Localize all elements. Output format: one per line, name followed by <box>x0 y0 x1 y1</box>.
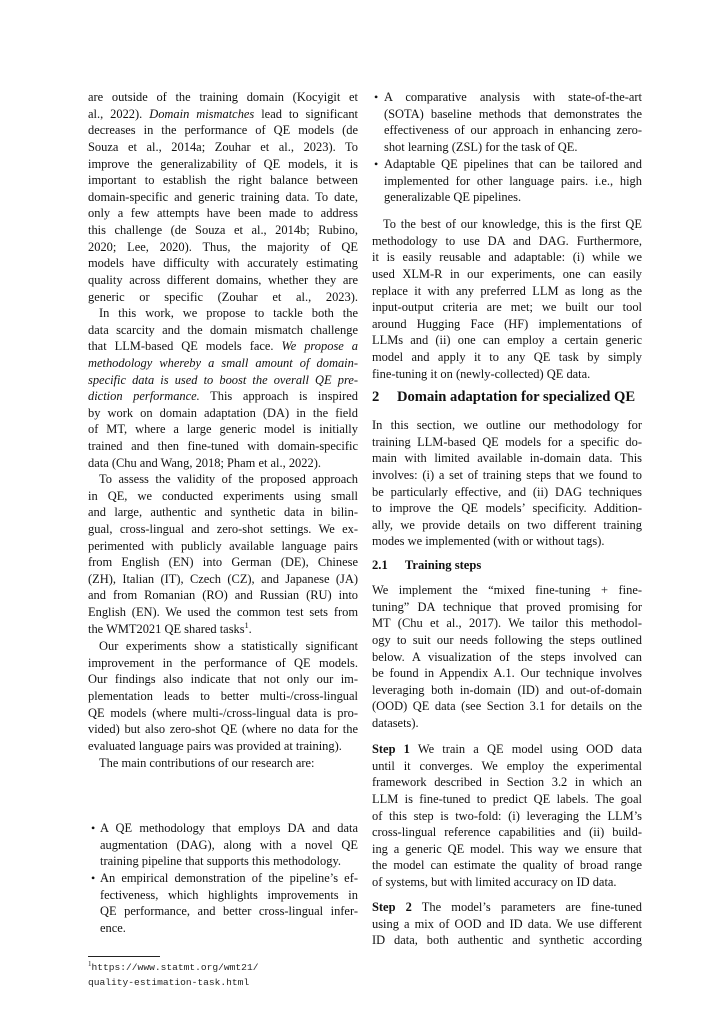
text-line: augmentation (DAG), along with a novel QE <box>100 837 358 852</box>
text-line: implemented for other language pairs. i.e., high <box>384 173 642 188</box>
text-line: evaluated language pairs was provided at training). <box>88 738 342 753</box>
paragraph-step-1 <box>372 741 642 891</box>
text-line: ally, we provide details on two different training <box>372 517 642 532</box>
text-line: main with limited available in-domain data. This <box>372 451 642 466</box>
text-line: tuning” DA technique that proved promising for <box>372 599 642 614</box>
text-line: to improve the QE models’ specificity. Addition- <box>372 501 642 516</box>
text-line: around Hugging Face (HF) implementations of <box>372 316 642 331</box>
text-line: cross-lingual reference capabilities and (ii) build- <box>372 825 642 840</box>
paragraph-this-work <box>88 305 358 471</box>
text-line: data scarcity and the domain mismatch challenge <box>88 322 358 337</box>
text-line: of this step is two-fold: (i) leveraging the LLM’s <box>372 808 642 823</box>
text-line: are outside of the training domain (Kocyigit et <box>88 90 358 104</box>
text-line: this challenge (de Souza et al., 2014b; Rubino, <box>88 223 358 238</box>
text-run: . <box>248 621 252 636</box>
section-title: Domain adaptation for specialized QE <box>396 389 636 405</box>
text-line: modes we implemented (with or without tags). <box>372 534 605 549</box>
text-line: We implement the “mixed fine-tuning + fine- <box>372 583 642 597</box>
subsection-heading-2-1 <box>372 558 481 573</box>
text-line: in QE, we conducted experiments using small <box>88 488 358 503</box>
paragraph-section-intro <box>372 417 642 550</box>
text-line <box>372 741 642 758</box>
text-line: until it converges. We employ the experimental <box>372 758 642 773</box>
bullet-marker: • <box>91 821 96 835</box>
text-line: and from Romanian (RO) and Russian (RU) into <box>88 588 358 603</box>
text-run: the WMT2021 QE shared tasks <box>88 621 245 636</box>
footnote-ref[interactable]: 1 <box>244 620 249 630</box>
paragraph-experiments <box>88 638 358 754</box>
text-line: ence. <box>100 920 126 935</box>
paragraph-implement <box>372 582 642 732</box>
text-line: ID data, both authentic and synthetic according <box>372 933 642 948</box>
text-line: An empirical demonstration of the pipeline’s ef- <box>100 871 358 885</box>
text-line: The main contributions of our research are: <box>99 756 315 770</box>
text-run: This approach is inspired <box>199 389 358 404</box>
text-line: important to establish the right balance between <box>88 173 358 188</box>
text-line: fectiveness, which highlights improvements in <box>100 887 358 902</box>
subsection-title: Training steps <box>404 558 482 572</box>
text-line: leveraging both in-domain (ID) and out-of-domain <box>372 682 642 697</box>
text-line: English (EN). We used the common test sets from <box>88 605 358 620</box>
text-line: of systems, but with limited accuracy on ID data. <box>372 875 617 890</box>
text-line: be particularly effective, and (ii) DAG techniques <box>372 484 642 499</box>
text-line: 2020; Lee, 2020). Thus, the majority of QE <box>88 239 358 254</box>
text-line: improve the generalizability of QE models, it is <box>88 156 358 171</box>
text-line: plementation leads to better multi-/cross-lingual <box>88 688 358 703</box>
text-line: ogy to suit our needs following the steps outlined <box>372 632 642 647</box>
text-line: by work on domain adaptation (DA) in the field <box>88 405 358 420</box>
text-line: QE performance, and better cross-lingual infer- <box>100 904 358 919</box>
text-line: methodology to use DA and DAG. Furthermore, <box>372 233 642 248</box>
text-run: that LLM-based QE models face. <box>88 339 282 354</box>
text-line: of MT, where a large generic model is initially <box>88 422 358 437</box>
text-line: generalizable QE pipelines. <box>384 190 522 205</box>
text-line: framework described in Section 3.2 in which an <box>372 775 642 790</box>
text-line: quality across different domains, whether they are <box>88 273 358 288</box>
section-heading-2 <box>372 389 635 406</box>
footnote-line: https://www.statmt.org/wmt21/ <box>91 962 259 973</box>
text-line: below. A visualization of the steps involved can <box>372 649 642 664</box>
text-line: To assess the validity of the proposed approach <box>99 472 358 486</box>
text-line: In this work, we propose to tackle both the <box>99 306 358 320</box>
text-line: LLMs and (ii) one can employ a certain generic <box>372 333 642 348</box>
text-line <box>372 899 642 916</box>
text-line: Our experiments show a statistically significant <box>99 639 358 653</box>
text-line: LLM is fine-tuned to predict QE labels. The goal <box>372 791 642 806</box>
text-line: (SOTA) baseline methods that demonstrates the <box>384 106 642 121</box>
text-line: the model can estimate the quality of broad range <box>372 858 642 873</box>
text-line: QE models (where multi-/cross-lingual data is pro- <box>88 705 358 720</box>
footnote-mark: 1 <box>88 960 92 968</box>
bullet-item <box>384 156 642 206</box>
text-line: trained and then fine-tuned with domain-specific <box>88 439 358 454</box>
footnote-divider <box>88 956 160 957</box>
text-line: training pipeline that supports this methodology. <box>100 854 342 869</box>
bullet-marker: • <box>91 871 96 885</box>
text-line <box>88 621 358 638</box>
text-line: domain-specific and generic training data. To date, <box>88 189 358 204</box>
text-run: specific data is used to boost the overall QE pre- <box>88 372 358 387</box>
text-line: improvement in the performance of QE models. <box>88 655 358 670</box>
text-line: and large, authentic and synthetic data in bilin- <box>88 505 358 520</box>
text-line: A comparative analysis with state-of-the-art <box>384 90 642 104</box>
text-run: methodology whereby a small amount of domain- <box>88 355 358 370</box>
paragraph-intro <box>88 89 358 305</box>
text-run: We train a QE model using OOD data <box>409 742 642 756</box>
paragraph-best-knowledge <box>372 216 642 382</box>
text-line: model and apply it to any QE task by simply <box>372 350 642 365</box>
text-line <box>88 338 358 355</box>
bullet-marker: • <box>374 157 379 171</box>
text-run: lead to significant <box>254 106 359 121</box>
text-run: al., 2022). <box>88 106 150 121</box>
text-line: MT (Chu et al., 2017). We tailor this methodol- <box>372 616 642 631</box>
text-line: Our findings also indicate that not only our im- <box>88 672 358 687</box>
text-run: The model’s parameters are fine-tuned <box>411 900 642 914</box>
text-line: datasets). <box>372 716 419 731</box>
subsection-number: 2.1 <box>372 558 388 572</box>
text-run: diction performance. <box>88 389 200 404</box>
bullet-item <box>100 820 358 870</box>
run-in-heading: Step 2 <box>372 900 412 914</box>
text-line: it is easily reusable and adaptable: (i) while we <box>372 250 642 265</box>
text-line: To the best of our knowledge, this is the first QE <box>383 217 642 231</box>
footnote-line: quality-estimation-task.html <box>88 977 250 988</box>
text-line: generic or specific (Zouhar et al., 2023). <box>88 289 358 304</box>
text-line: using a mix of OOD and ID data. We use different <box>372 916 642 931</box>
text-run: We propose a <box>281 339 358 354</box>
text-line: Souza et al., 2014a; Zouhar et al., 2023). To <box>88 139 358 154</box>
run-in-heading: Step 1 <box>372 742 410 756</box>
bullet-marker: • <box>374 90 379 104</box>
text-line: perimented with publicly available language pairs <box>88 538 358 553</box>
text-line: data (Chu and Wang, 2018; Pham et al., 2022). <box>88 455 321 470</box>
bullet-item <box>100 870 358 937</box>
text-line: only a few attempts have been made to address <box>88 206 358 221</box>
footnote-url-cont[interactable] <box>88 975 249 990</box>
text-line: vided) but also zero-shot QE (where no data for the <box>88 722 358 737</box>
text-line: Adaptable QE pipelines that can be tailored and <box>384 157 642 171</box>
text-line: models have difficulty with accurately estimating <box>88 256 358 271</box>
text-line: used XLM-R in our experiments, one can easily <box>372 266 642 281</box>
text-line: gual, cross-lingual and zero-shot settings. We ex- <box>88 521 358 536</box>
paragraph-step-2 <box>372 899 642 949</box>
text-run: Domain mismatches <box>149 106 255 121</box>
text-line: (OOD) QE data (see Section 3.1 for details on the <box>372 699 642 714</box>
text-line: decreases in the performance of QE models (de <box>88 123 358 138</box>
paragraph-assess <box>88 471 358 637</box>
text-line <box>88 372 358 389</box>
text-line <box>88 388 358 405</box>
text-line: (ZH), Italian (IT), Czech (CZ), and Japanese (JA) <box>88 571 358 586</box>
paragraph-contributions-intro <box>88 755 358 772</box>
footnote-url[interactable] <box>88 960 258 975</box>
text-line: fine-tuning it on (newly-collected) QE data. <box>372 366 591 381</box>
text-line: effectiveness of our approach in enhancing zero- <box>384 123 642 138</box>
text-line <box>88 355 358 372</box>
bullet-item <box>384 89 642 156</box>
text-line: from English (EN) into German (DE), Chinese <box>88 555 358 570</box>
text-line: input-output criteria are met; we built our tool <box>372 300 642 315</box>
section-number: 2 <box>372 389 380 405</box>
text-line <box>88 106 358 123</box>
text-line: ing a generic QE model. This way we ensure that <box>372 841 642 856</box>
text-line: involves: (i) a set of training steps that we found to <box>372 467 642 482</box>
text-line: A QE methodology that employs DA and data <box>100 821 358 835</box>
text-line: In this section, we outline our methodology for <box>372 418 642 432</box>
text-line: replace it with any preferred LLM as long as the <box>372 283 642 298</box>
text-line: be found in Appendix A.1. Our technique involves <box>372 666 642 681</box>
text-line: training LLM-based QE models for a specific do- <box>372 434 642 449</box>
text-line: shot learning (ZSL) for the task of QE. <box>384 139 578 154</box>
